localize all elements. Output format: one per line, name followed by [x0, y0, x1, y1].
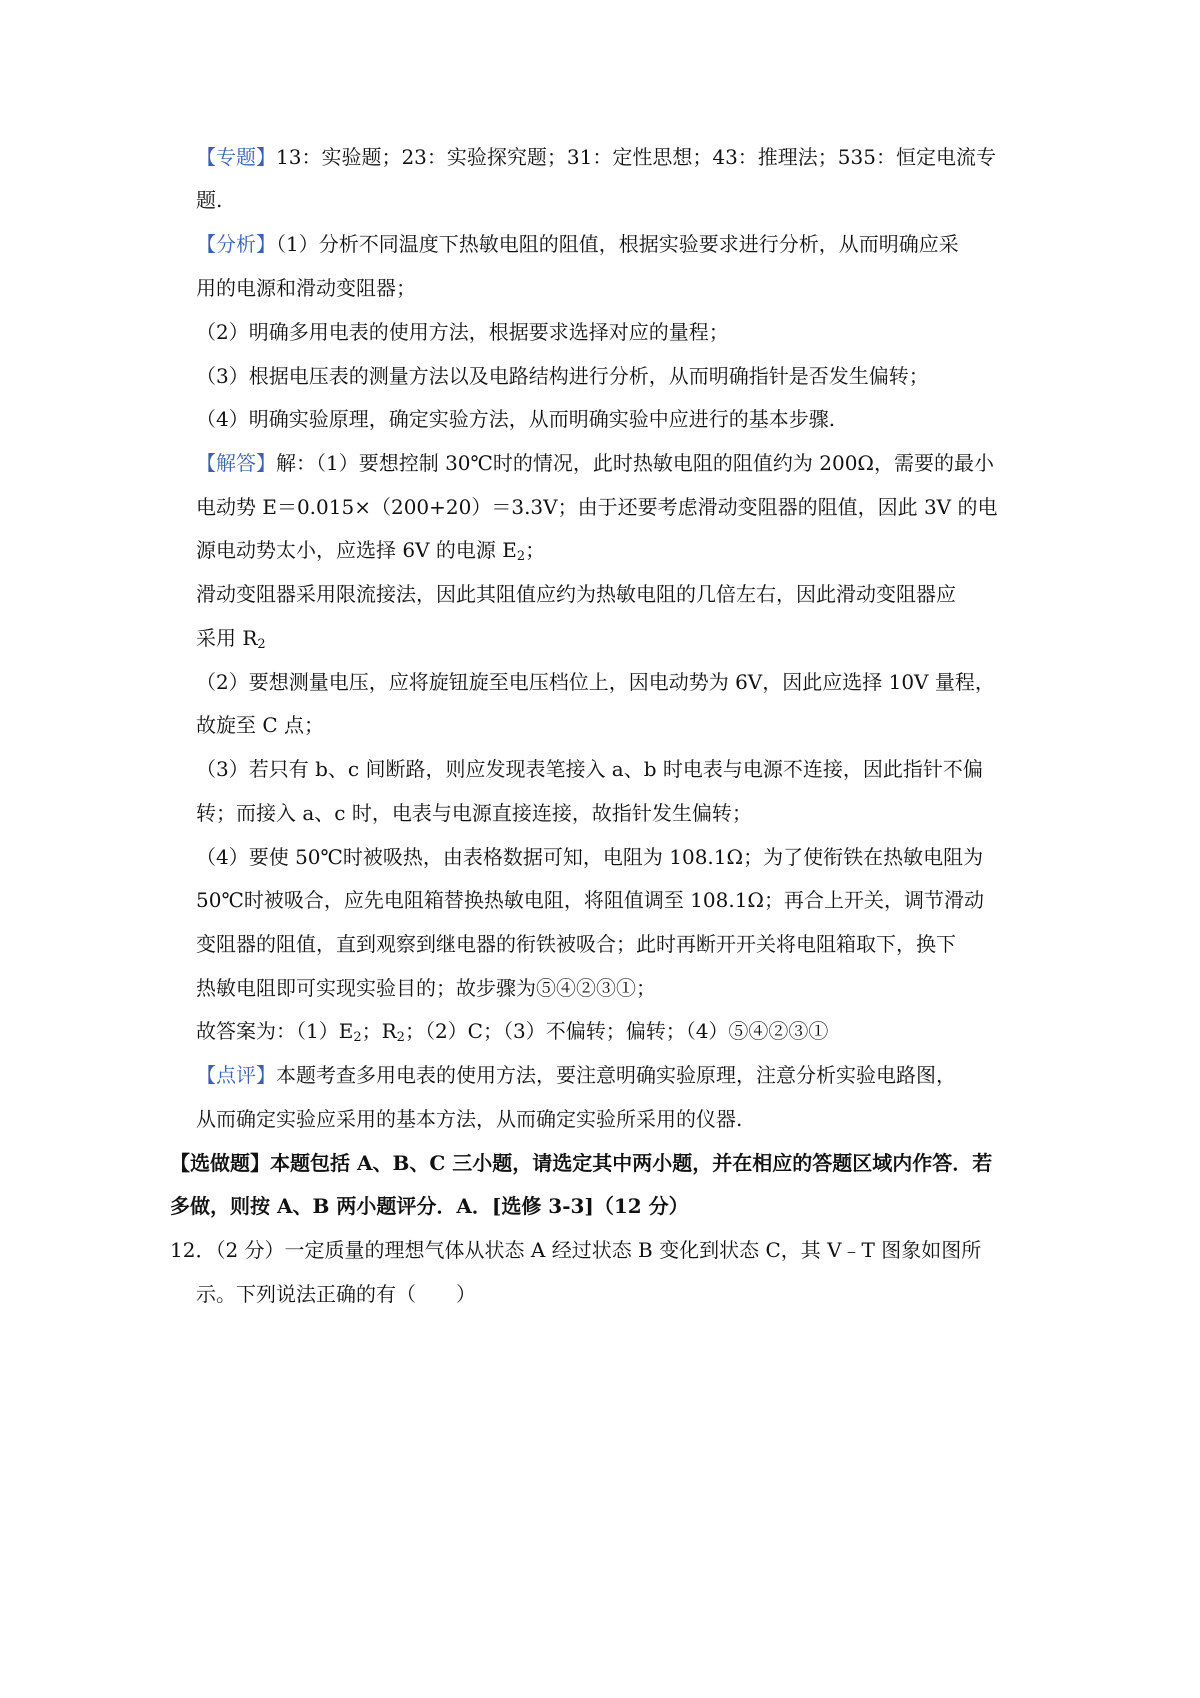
solution-line-9: 转；而接入 a、c 时，电表与电源直接连接，故指针发生偏转；: [196, 801, 752, 825]
solution-line-3: 源电动势太小，应选择 6V 的电源 $E_2$；: [196, 538, 546, 564]
analysis-line-5: （4）明确实验原理，确定实验方法，从而明确实验中应进行的基本步骤.: [196, 407, 836, 431]
analysis-tag: 【分析】: [196, 232, 276, 256]
solution-line-6: （2）要想测量电压，应将旋钮旋至电压档位上，因电动势为 6V，因此应选择 10V 量程，: [196, 670, 995, 694]
comment-text-1: 本题考查多用电表的使用方法，要注意明确实验原理，注意分析实验电路图，: [276, 1063, 956, 1087]
solution-line-12: 变阻器的阻值，直到观察到继电器的衔铁被吸合；此时再断开开关将电阻箱取下，换下: [196, 932, 956, 956]
elective-line-1: 【选做题】本题包括 A、B、C 三小题，请选定其中两小题，并在相应的答题区域内作答．若: [170, 1151, 993, 1175]
solution-line-4: 滑动变阻器采用限流接法，因此其阻值应约为热敏电阻的几倍左右，因此滑动变阻器应: [196, 582, 956, 606]
question-12-line-2: 示。下列说法正确的有（ ）: [196, 1282, 476, 1306]
solution-tag: 【解答】: [196, 451, 276, 475]
solution-line-8: （3）若只有 b、c 间断路，则应发现表笔接入 a、b 时电表与电源不连接，因此指针不偏: [196, 757, 983, 781]
topic-line-2: 题.: [196, 188, 223, 212]
solution-line-13: 热敏电阻即可实现实验目的；故步骤为⑤④②③①；: [196, 976, 656, 1000]
analysis-text-1: （1）分析不同温度下热敏电阻的阻值，根据实验要求进行分析，从而明确应采: [276, 232, 959, 256]
solution-line-10: （4）要使 50℃时被吸热，由表格数据可知，电阻为 108.1Ω；为了使衔铁在热敏电阻为: [196, 845, 984, 869]
question-12-line-1: 12．（2 分）一定质量的理想气体从状态 A 经过状态 B 变化到状态 C，其 V﹣T 图象如图所: [170, 1238, 982, 1262]
solution-text-1: 解：（1）要想控制 30℃时的情况，此时热敏电阻的阻值约为 200Ω，需要的最小: [276, 451, 995, 475]
comment-line-1: [196, 1061, 956, 1089]
solution-line-5: 采用 $R_2$: [196, 626, 266, 652]
comment-tag: 【点评】: [196, 1063, 276, 1087]
topic-tag: 【专题】: [196, 145, 276, 169]
solution-line-1: [196, 449, 994, 477]
analysis-line-3: （2）明确多用电表的使用方法，根据要求选择对应的量程；: [196, 320, 729, 344]
answer-line: 故答案为：$(1)E_2$；$R_2$；（2）C；（3）不偏转；偏转；（4）⑤④②③①: [196, 1019, 829, 1045]
comment-line-2: 从而确定实验应采用的基本方法，从而确定实验所采用的仪器.: [196, 1107, 743, 1131]
solution-line-11: 50℃时被吸合，应先电阻箱替换热敏电阻，将阻值调至 108.1Ω；再合上开关，调节滑动: [196, 888, 985, 912]
solution-line-7: 故旋至 C 点；: [196, 713, 325, 737]
topic-line-1: [196, 143, 996, 171]
analysis-line-2: 用的电源和滑动变阻器；: [196, 276, 416, 300]
solution-line-2: 电动势 E＝0.015×（200+20）＝3.3V；由于还要考虑滑动变阻器的阻值，因此 3V 的电: [196, 495, 998, 519]
analysis-line-4: （3）根据电压表的测量方法以及电路结构进行分析，从而明确指针是否发生偏转；: [196, 364, 929, 388]
topic-text: 13：实验题；23：实验探究题；31：定性思想；43：推理法；535：恒定电流专: [276, 145, 996, 169]
analysis-line-1: [196, 230, 959, 258]
elective-line-2: 多做，则按 A、B 两小题评分．A．[选修 3-3]（12 分）: [170, 1194, 689, 1218]
